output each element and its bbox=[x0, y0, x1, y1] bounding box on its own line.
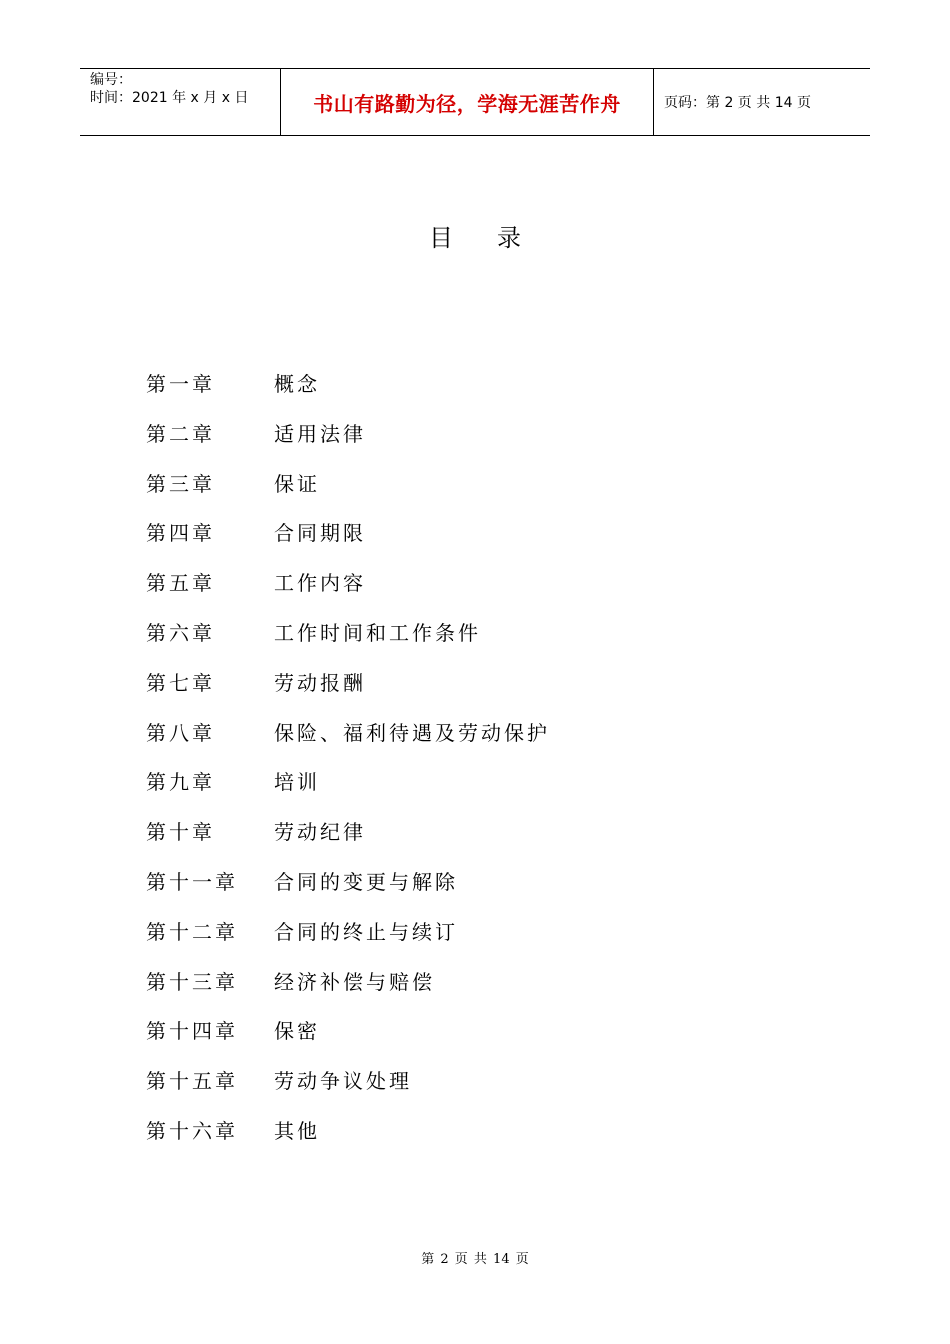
toc-item bbox=[146, 816, 796, 866]
time-label: 时间：2021 年 x 月 x 日 bbox=[90, 90, 249, 106]
toc-chapter: 第十四章 bbox=[146, 1019, 238, 1044]
toc-chapter: 第十六章 bbox=[146, 1118, 238, 1143]
toc-chapter: 第七章 bbox=[146, 670, 215, 695]
toc-chapter: 第九章 bbox=[146, 770, 215, 795]
toc-item bbox=[146, 1015, 796, 1065]
toc-title: 合同的变更与解除 bbox=[274, 869, 458, 894]
toc-chapter: 第八章 bbox=[146, 720, 215, 745]
toc-title: 适用法律 bbox=[274, 421, 366, 446]
toc-item bbox=[146, 717, 796, 767]
toc-chapter: 第十一章 bbox=[146, 869, 238, 894]
toc-item bbox=[146, 866, 796, 916]
table-of-contents bbox=[146, 368, 796, 1165]
toc-title: 概念 bbox=[274, 372, 320, 396]
toc-chapter: 第五章 bbox=[146, 571, 215, 596]
page-footer: 第 2 页 共 14 页 bbox=[421, 1252, 529, 1267]
toc-chapter: 第十二章 bbox=[146, 919, 238, 944]
toc-item bbox=[146, 1065, 796, 1115]
toc-chapter: 第三章 bbox=[146, 471, 215, 496]
toc-title: 经济补偿与赔偿 bbox=[274, 969, 435, 994]
toc-title: 保险、福利待遇及劳动保护 bbox=[274, 720, 550, 745]
toc-item bbox=[146, 766, 796, 816]
toc-item bbox=[146, 1115, 796, 1165]
page-header bbox=[80, 68, 870, 136]
toc-item bbox=[146, 617, 796, 667]
toc-title: 保密 bbox=[274, 1019, 320, 1044]
header-meta bbox=[80, 69, 281, 135]
toc-title: 其他 bbox=[274, 1118, 320, 1143]
toc-title: 工作内容 bbox=[274, 571, 366, 596]
number-label: 编号： bbox=[90, 72, 132, 88]
toc-title: 培训 bbox=[274, 770, 320, 795]
toc-title: 劳动争议处理 bbox=[274, 1069, 412, 1094]
toc-title: 劳动报酬 bbox=[274, 670, 366, 695]
toc-item bbox=[146, 418, 796, 468]
toc-chapter: 第四章 bbox=[146, 521, 215, 546]
toc-item bbox=[146, 667, 796, 717]
toc-title: 合同期限 bbox=[274, 521, 366, 546]
header-motto: 书山有路勤为径，学海无涯苦作舟 bbox=[281, 69, 654, 135]
toc-title: 合同的终止与续订 bbox=[274, 919, 458, 944]
toc-item bbox=[146, 517, 796, 567]
page-title: 目录 bbox=[429, 224, 565, 252]
toc-item bbox=[146, 567, 796, 617]
toc-chapter: 第一章 bbox=[146, 372, 215, 396]
toc-chapter: 第十章 bbox=[146, 820, 215, 845]
toc-item bbox=[146, 916, 796, 966]
toc-item bbox=[146, 468, 796, 518]
toc-chapter: 第十五章 bbox=[146, 1069, 238, 1094]
toc-chapter: 第六章 bbox=[146, 620, 215, 645]
header-page-info: 页码：第 2 页 共 14 页 bbox=[664, 95, 811, 111]
toc-title: 工作时间和工作条件 bbox=[274, 620, 481, 645]
toc-chapter: 第十三章 bbox=[146, 969, 238, 994]
toc-chapter: 第二章 bbox=[146, 421, 215, 446]
toc-item bbox=[146, 368, 796, 418]
toc-title: 劳动纪律 bbox=[274, 820, 366, 845]
toc-item bbox=[146, 966, 796, 1016]
toc-title: 保证 bbox=[274, 471, 320, 496]
